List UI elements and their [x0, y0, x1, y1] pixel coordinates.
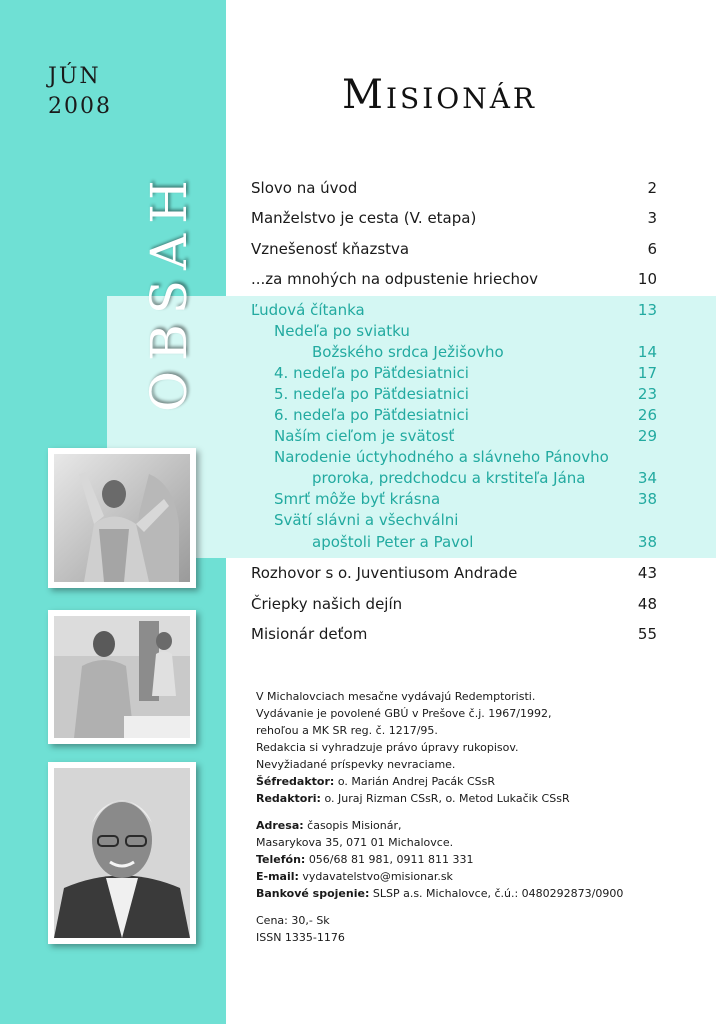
chief-editor-label: Šéfredaktor:	[256, 775, 335, 788]
toc-entry-page: 3	[647, 209, 657, 227]
toc-subentry-page: 23	[637, 385, 657, 403]
toc-subentry-title: 5. nedeľa po Päťdesiatnici	[274, 385, 469, 403]
toc-subentry-page: 17	[637, 364, 657, 382]
toc-entry-page: 10	[637, 270, 657, 288]
toc-section-heading[interactable]	[251, 301, 657, 319]
photo-liturgy	[48, 610, 196, 744]
email-line	[256, 868, 623, 885]
magazine-title: Misionár	[342, 72, 538, 118]
toc-subentry-page: 14	[637, 343, 657, 361]
photo-portrait	[48, 762, 196, 944]
toc-entry-title: Čriepky našich dejín	[251, 595, 403, 613]
toc-entry-title: Rozhovor s o. Juventiusom Andrade	[251, 564, 518, 582]
address-line2: Masarykova 35, 071 01 Michalovce.	[256, 836, 454, 849]
photo-portrait-image	[54, 768, 190, 938]
editors-line	[256, 790, 570, 807]
toc-entry[interactable]	[251, 270, 657, 288]
imprint-line: Nevyžiadané príspevky nevraciame.	[256, 758, 456, 771]
issn-text: ISSN 1335-1176	[256, 931, 345, 944]
contact-block	[256, 817, 623, 902]
toc-entry-title: ...za mnohých na odpustenie hriechov	[251, 270, 539, 288]
toc-entry[interactable]	[251, 595, 657, 613]
toc-entry[interactable]	[251, 179, 657, 197]
toc-subentry[interactable]	[251, 448, 657, 466]
toc-entry[interactable]	[251, 209, 657, 227]
toc-section-title: Ľudová čítanka	[251, 301, 365, 319]
toc-subentry-title: Smrť môže byť krásna	[274, 490, 441, 508]
email-address[interactable]: vydavatelstvo@misionar.sk	[302, 870, 453, 883]
imprint-block	[256, 688, 570, 807]
toc-subentry-title: Svätí slávni a všechválni	[274, 511, 459, 529]
toc-entry-title: Misionár deťom	[251, 625, 368, 643]
price-block	[256, 912, 345, 946]
photo-liturgy-image	[54, 616, 190, 738]
address-line	[256, 817, 623, 834]
toc-subentry-title: proroka, predchodcu a krstiteľa Jána	[312, 469, 586, 487]
editors-label: Redaktori:	[256, 792, 321, 805]
issue-month: JÚN	[48, 64, 101, 89]
imprint-line: Redakcia si vyhradzuje právo úpravy rukopisov.	[256, 741, 519, 754]
toc-entry-page: 6	[647, 240, 657, 258]
toc-subentry[interactable]	[251, 343, 657, 361]
toc-subentry[interactable]	[251, 406, 657, 424]
chief-editor-line	[256, 773, 570, 790]
photo-priest-blessing-image	[54, 454, 190, 582]
toc-subentry[interactable]	[251, 490, 657, 508]
toc-entry[interactable]	[251, 240, 657, 258]
toc-entry[interactable]	[251, 564, 657, 582]
bank-account: SLSP a.s. Michalovce, č.ú.: 0480292873/0900	[372, 887, 624, 900]
phone-line	[256, 851, 623, 868]
toc-entry-page: 48	[637, 595, 657, 613]
contents-heading: OBSAH	[140, 170, 198, 412]
issue-year: 2008	[48, 94, 112, 119]
bank-line	[256, 885, 623, 902]
toc-subentry-title: Nedeľa po sviatku	[274, 322, 410, 340]
toc-entry-page: 55	[637, 625, 657, 643]
toc-subentry[interactable]	[251, 533, 657, 551]
toc-entry-page: 43	[637, 564, 657, 582]
toc-subentry[interactable]	[251, 364, 657, 382]
toc-subentry-page: 38	[637, 490, 657, 508]
phone-number: 056/68 81 981, 0911 811 331	[308, 853, 474, 866]
toc-subentry[interactable]	[251, 427, 657, 445]
toc-entry[interactable]	[251, 625, 657, 643]
toc-entry-title: Slovo na úvod	[251, 179, 358, 197]
toc-subentry-page: 26	[637, 406, 657, 424]
toc-subentry-title: 6. nedeľa po Päťdesiatnici	[274, 406, 469, 424]
toc-subentry-title: Božského srdca Ježišovho	[312, 343, 504, 361]
toc-entry-page: 2	[647, 179, 657, 197]
phone-label: Telefón:	[256, 853, 306, 866]
toc-subentry[interactable]	[251, 322, 657, 340]
address-label: Adresa:	[256, 819, 304, 832]
editors-names: o. Juraj Rizman CSsR, o. Metod Lukačik CSsR	[324, 792, 570, 805]
toc-subentry-page: 34	[637, 469, 657, 487]
toc-subentry-title: Narodenie úctyhodného a slávneho Pánovho	[274, 448, 609, 466]
address-line1: časopis Misionár,	[307, 819, 402, 832]
bank-label: Bankové spojenie:	[256, 887, 370, 900]
toc-entry-title: Vznešenosť kňazstva	[251, 240, 410, 258]
toc-subentry[interactable]	[251, 511, 657, 529]
toc-subentry-title: apoštoli Peter a Pavol	[312, 533, 474, 551]
toc-section-page: 13	[637, 301, 657, 319]
photo-priest-blessing	[48, 448, 196, 588]
chief-editor-name: o. Marián Andrej Pacák CSsR	[337, 775, 496, 788]
email-label: E-mail:	[256, 870, 299, 883]
imprint-line: Vydávanie je povolené GBÚ v Prešove č.j. 1967/1992,	[256, 707, 552, 720]
toc-entry-title: Manželstvo je cesta (V. etapa)	[251, 209, 477, 227]
toc-subentry-title: Naším cieľom je svätosť	[274, 427, 455, 445]
toc-subentry-page: 29	[637, 427, 657, 445]
toc-subentry-page: 38	[637, 533, 657, 551]
imprint-line: V Michalovciach mesačne vydávajú Redemptoristi.	[256, 690, 536, 703]
issue-date	[48, 62, 112, 122]
toc-subentry[interactable]	[251, 385, 657, 403]
toc-subentry-title: 4. nedeľa po Päťdesiatnici	[274, 364, 469, 382]
price-text: Cena: 30,- Sk	[256, 914, 330, 927]
imprint-line: rehoľou a MK SR reg. č. 1217/95.	[256, 724, 438, 737]
toc-subentry[interactable]	[251, 469, 657, 487]
